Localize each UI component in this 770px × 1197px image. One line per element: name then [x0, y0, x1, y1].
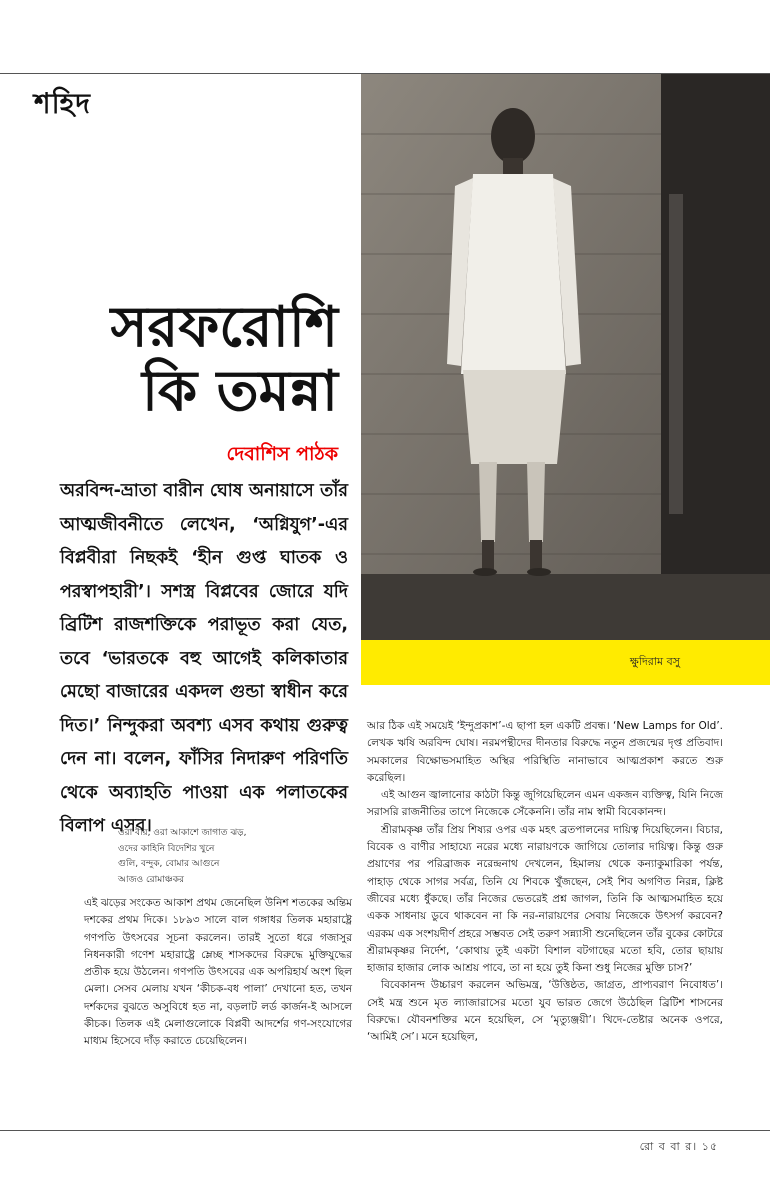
- poem-line: ওরা বীর, ওরা আকাশে জাগাত ঝড়,: [118, 828, 247, 838]
- poem-quote: [118, 826, 348, 888]
- headline-line-2: কি তমন্না: [141, 359, 338, 424]
- section-label: শহিদ: [34, 87, 91, 120]
- photo-caption: ক্ষুদিরাম বসু: [629, 655, 680, 668]
- body-paragraph: এই ঝড়ের সংকেত আকাশ প্রথম জেনেছিল উনিশ শতকের অন্তিম দশকের প্রথম দিকে। ১৮৯৩ সালে বাল গঙ্গাধর তিলক মহারাষ্ট্রে গণপতি উৎসবের সূচনা করলেন। তারই সুতো ধরে গজাসুর নিধনকারী গণেশ মহারাষ্ট্রে ম্লেচ্ছ শাসকদের বিরুদ্ধে মুক্তিযুদ্ধের প্রতীক হয়ে উঠলেন। গণপতি উৎসবের এক অপরিহার্য অংশ ছিল মেলা। সেসব মেলায় যখন ‘কীচক-বধ পালা’ দেখানো হত, তখন দর্শকদের বুঝতে অসুবিধে হত না, বড়লাট লর্ড কার্জন-ই আসলে কীচক। তিলক এই মেলাগুলোকে বিপ্লবী আদর্শের গণ-সংযোগের মাধ্যম হিসেবে দাঁড় করাতে চেয়েছিলেন।: [84, 897, 352, 1048]
- caption-band: [361, 640, 770, 685]
- body-column-left: [84, 895, 352, 1051]
- poem-line: ওদের কাহিনি বিদেশির খুনে: [118, 843, 215, 854]
- body-paragraph: বিবেকানন্দ উচ্চারণ করলেন অভিমন্ত্র, ‘উত্তিষ্ঠত, জাগ্রত, প্রাপ্যবরাণ নিবোধত’। সেই মন্ত্র শুনে মৃত ল্যাজারাসের মতো যুব ভারত জেগে উঠেছিল ব্রিটিশ শাসনের বিরুদ্ধে। যৌবনশক্তির মনে হয়েছিল, সে ‘মৃত্যুঞ্জয়ী’। খিদে-তেষ্টার অনেক ওপরে, ‘আমিই সে’। মনে হয়েছিল,: [367, 979, 723, 1044]
- intro-paragraph: অরবিন্দ-ভ্রাতা বারীন ঘোষ অনায়াসে তাঁর আত্মজীবনীতে লেখেন, ‘অগ্নিযুগ’-এর বিপ্লবীরা নিছকই ‘হীন গুপ্ত ঘাতক ও পরস্বাপহারী’। সশস্ত্র বিপ্লবের জোরে যদি ব্রিটিশ রাজশক্তিকে পরাভূত করা যেত, তবে ‘ভারতকে বহু আগেই কলিকাতার মেছো বাজারের একদল গুন্ডা স্বাধীন করে দিত।’ নিন্দুকরা অবশ্য এসব কথায় গুরুত্ব দেন না। বলেন, ফাঁসির নিদারুণ পরিণতি থেকে অব্যাহতি পাওয়া এক পলাতকের বিলাপ এসব।: [60, 481, 348, 836]
- byline: দেবাশিস পাঠক: [226, 443, 338, 465]
- body-paragraph: শ্রীরামকৃষ্ণ তাঁর প্রিয় শিষ্যর ওপর এক মহৎ ব্রতপালনের দায়িত্ব দিয়েছিলেন। বিচার, বিবেক ও বাণীর সাহায্যে নরের মধ্যে নারায়ণকে জাগিয়ে তোলার দায়িত্ব। কিন্তু গুরু প্রয়াণের পর পরিব্রাজক নরেন্দ্রনাথ দেখলেন, হিমালয় থেকে কন্যাকুমারিকা পর্যন্ত, পাহাড় থেকে সাগর সর্বত্র, তিনি যে শিবকে খুঁজছেন, সেই শিব অগণিত নিরন্ন, ক্লিষ্ট জীবের মধ্যে ধুঁকছে। তাঁর নিজের ভেতরেই প্রশ্ন জাগল, তিনি কি আত্মসমাহিত হয়ে একক সাধনায় ডুবে থাকবেন না কি নর-নারায়ণের সেবায় নিজেকে উৎসর্গ করবেন? এরকম এক সংশয়দীর্ণ প্রহরে সম্ভবত সেই তরুণ সন্ন্যাসী শুনেছিলেন তাঁর বুকের কোটরে শ্রীরামকৃষ্ণর নির্দেশ, ‘কোথায় তুই একটা বিশাল বটগাছের মতো হবি, তোর ছায়ায় হাজার হাজার লোক আশ্রয় পাবে, তা না হয়ে তুই কিনা শুধু নিজের মুক্তি চাস?’: [367, 823, 723, 975]
- page-folio: রো ব বা র। ১৫: [639, 1140, 718, 1153]
- portrait-photo: [361, 74, 770, 640]
- poem-line: গুলি, বন্দুক, বোমার আগুনে: [118, 859, 220, 869]
- poem-line: আজও রোমাঞ্চকর: [118, 874, 184, 885]
- headline: [111, 296, 338, 424]
- body-paragraph: এই আগুন জ্বালানোর কাঠটা কিন্তু জুগিয়েছিলেন এমন একজন ব্যক্তিত্ব, যিনি নিজে সরাসরি রাজনীতির তাপে নিজেকে সেঁকেননি। তাঁর নাম স্বামী বিবেকানন্দ।: [367, 789, 723, 819]
- body-column-right: [367, 718, 723, 1047]
- body-paragraph: আর ঠিক এই সময়েই ‘ইন্দুপ্রকাশ’-এ ছাপা হল একটি প্রবন্ধ। ‘New Lamps for Old’. লেখক ঋষি অরবিন্দ ঘোষ। নরমপন্থীদের দীনতার বিরুদ্ধে নতুন প্রজন্মের দৃপ্ত প্রতিবাদ। সমকালের বিক্ষোভসমাহিত অস্থির পরিস্থিতি নানাভাবে আত্মপ্রকাশ করতে শুরু করেছিল।: [367, 720, 723, 784]
- footer-rule: [0, 1130, 770, 1131]
- headline-line-1: সরফরোশি: [110, 295, 338, 360]
